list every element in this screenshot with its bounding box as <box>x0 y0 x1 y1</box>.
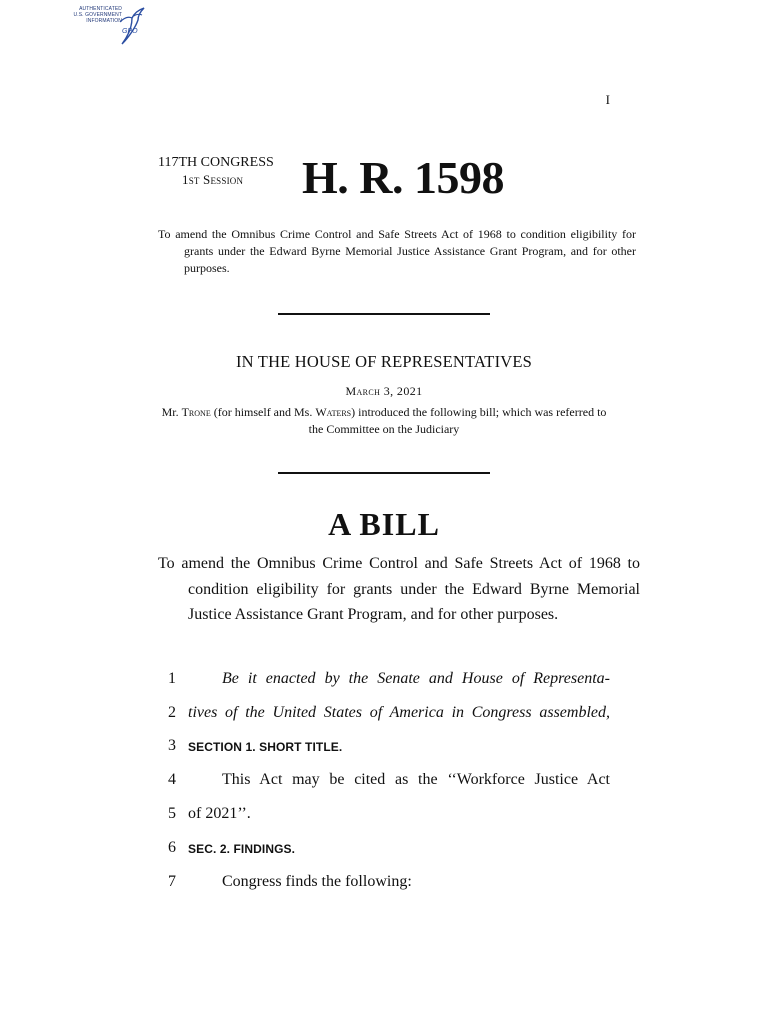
bill-summary: To amend the Omnibus Crime Control and Safe Streets Act of 1968 to condition eligibility for grants under the Edward Byrne Memorial Justice Assistance Grant Program, and for other purposes. <box>158 227 636 275</box>
sponsor-name: Trone <box>181 405 211 419</box>
intro-text-2: ) introduced the following bill; which was referred to the Committee on the Judiciary <box>308 405 607 436</box>
congress-label: 117TH CONGRESS <box>158 155 274 170</box>
section-heading: SEC. 2. FINDINGS. <box>188 842 296 856</box>
divider-rule <box>278 472 490 474</box>
long-title: To amend the Omnibus Crime Control and Safe Streets Act of 1968 to condition eligibility for grants under the Edward Byrne Memorial Justice Assistance Grant Program, and for other purposes. <box>158 555 640 624</box>
section-heading: SECTION 1. SHORT TITLE. <box>188 740 343 754</box>
chamber-heading: IN THE HOUSE OF REPRESENTATIVES <box>235 352 533 371</box>
short-title-line-1: This Act may be cited as the ‘‘Workforce Justice Act <box>222 771 610 788</box>
cosponsor-name: Waters <box>315 405 352 419</box>
enacting-clause-line-1: Be it enacted by the Senate and House of Representa- <box>222 670 610 687</box>
line-number: 3 <box>168 737 176 754</box>
logo-text <box>62 6 122 24</box>
gpo-mark: GPO <box>122 28 138 35</box>
gpo-authentication-logo <box>62 6 146 46</box>
introduction-date: March 3, 2021 <box>345 384 423 398</box>
introduction-statement <box>158 404 610 438</box>
line-number: 2 <box>168 704 176 721</box>
short-title-line-2: of 2021’’. <box>188 805 251 822</box>
line-number: 5 <box>168 805 176 822</box>
a-bill-heading: A BILL <box>328 506 440 542</box>
logo-line-3: INFORMATION <box>86 18 122 24</box>
intro-text-1: (for himself and Ms. <box>213 405 313 419</box>
bill-number: H. R. 1598 <box>302 152 504 203</box>
line-number: 6 <box>168 839 176 856</box>
line-number: 4 <box>168 771 176 788</box>
enacting-clause-line-2: tives of the United States of America in Congress assembled, <box>188 704 610 721</box>
logo-line-2: U.S. GOVERNMENT <box>73 12 122 18</box>
divider-rule <box>278 313 490 315</box>
findings-intro: Congress finds the following: <box>222 873 412 890</box>
logo-line-1: AUTHENTICATED <box>79 6 122 12</box>
eagle-icon <box>118 6 146 46</box>
session-label: 1st Session <box>182 172 244 187</box>
page-mark: I <box>605 92 610 107</box>
line-number: 1 <box>168 670 176 687</box>
intro-mr: Mr. <box>161 405 179 419</box>
line-number: 7 <box>168 873 176 890</box>
